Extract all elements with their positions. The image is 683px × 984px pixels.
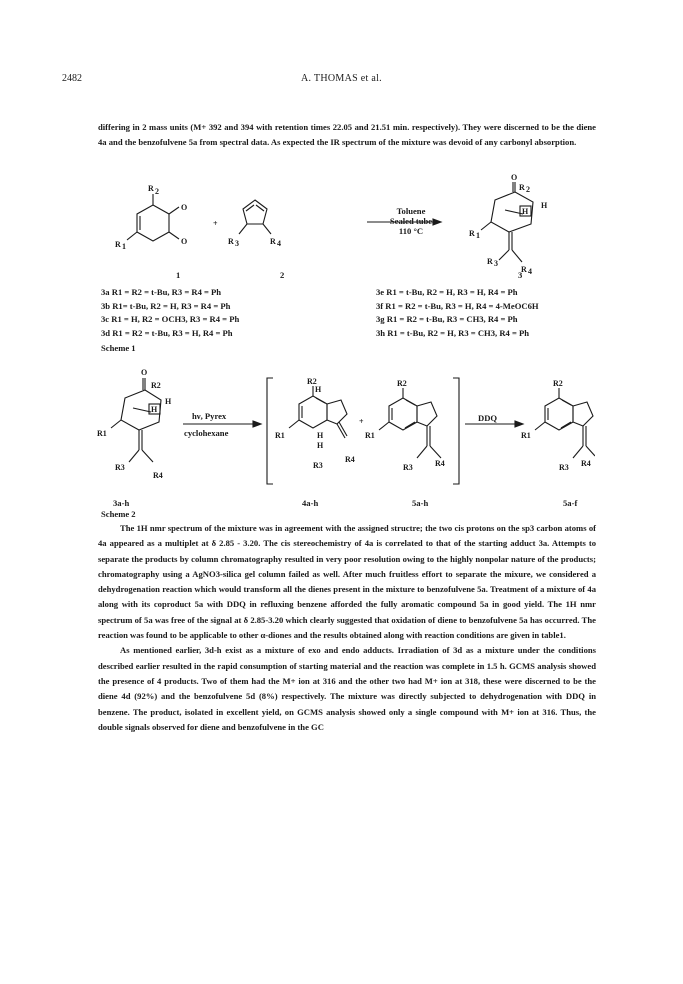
svg-text:R: R <box>270 237 276 246</box>
compound-2-structure <box>228 200 281 248</box>
svg-text:R1: R1 <box>365 431 375 440</box>
svg-text:R3: R3 <box>403 463 413 472</box>
legend-entry: 3f R1 = R2 = t-Bu, R3 = H, R4 = 4-MeOC6H <box>376 300 539 311</box>
compound-5af-structure <box>521 379 595 472</box>
legend-entry: 3e R1 = t-Bu, R2 = H, R3 = H, R4 = Ph <box>376 287 518 297</box>
svg-text:R3: R3 <box>313 461 323 470</box>
scheme-1-legend-left <box>101 286 239 340</box>
svg-text:2: 2 <box>526 185 530 194</box>
svg-text:R4: R4 <box>153 471 163 480</box>
body-paragraph-1: The 1H nmr spectrum of the mixture was in agreement with the assigned structre; the two cis protons on the sp3 carbon atoms of 4a appeared as a multiplet at δ 2.85 - 3.20. The cis stereochemistry of 4a is correlated to that of the starting adduct 3a. Attempts to separate the products by column chromatography resulted in very poor resolution owing to the highly nonpolar nature of the products; chromatography using a AgNO3-silica gel column failed as well. After much fruitless effort to separate the mixure, we considered a dehydrogenation reaction which would transform all the dienes present in the mixture to benzofulvene 5a. Treatment of a mixture of 4a along with its coproduct 5a with DDQ in refluxing benzene afforded the fully aromatic compound 5a in good yield. The 1H nmr spectrum of 5a was free of the signal at δ 2.85-3.20 which clearly suggested that oxidation of diene to benzofulvene 5a has occurred. The reaction was found to be applicable to other α-diones and the results obtained along with reaction conditions are given in table1. <box>98 523 596 641</box>
legend-entry: 3a R1 = R2 = t-Bu, R3 = R4 = Ph <box>101 287 222 297</box>
compound-label-2: 2 <box>280 270 285 280</box>
condition-temperature: 110 °C <box>398 226 424 236</box>
svg-text:O: O <box>181 237 188 246</box>
scheme-1-caption: Scheme 1 <box>101 343 136 353</box>
svg-text:R: R <box>115 240 121 249</box>
condition-solvent: Toluene <box>396 206 426 216</box>
svg-text:R2: R2 <box>397 379 407 388</box>
svg-text:H: H <box>541 201 548 210</box>
svg-text:R: R <box>228 237 234 246</box>
svg-text:R: R <box>519 183 525 192</box>
compound-5ah-structure <box>365 379 445 472</box>
svg-text:R1: R1 <box>521 431 531 440</box>
running-head: A. THOMAS et al. <box>300 73 382 84</box>
legend-entry: 3c R1 = H, R2 = OCH3, R3 = R4 = Ph <box>101 314 240 325</box>
svg-text:O: O <box>141 368 148 377</box>
svg-text:1: 1 <box>122 242 126 251</box>
svg-text:1: 1 <box>476 231 480 240</box>
scheme-1-conditions <box>376 206 446 236</box>
svg-text:R2: R2 <box>307 377 317 386</box>
svg-text:2: 2 <box>155 187 159 196</box>
compound-label-5ah: 5a-h <box>412 498 429 508</box>
compound-label-3: 3 <box>518 270 523 280</box>
svg-text:R: R <box>521 265 527 274</box>
svg-text:O: O <box>511 173 518 182</box>
svg-text:R4: R4 <box>581 459 591 468</box>
svg-text:H: H <box>151 405 158 414</box>
compound-label-3ah: 3a-h <box>113 498 130 508</box>
svg-text:R: R <box>148 184 154 193</box>
scheme-2-reagent-ddq: DDQ <box>478 413 498 423</box>
svg-text:O: O <box>181 203 188 212</box>
svg-text:3: 3 <box>235 239 239 248</box>
body-paragraph-2: As mentioned earlier, 3d-h exist as a mixture of exo and endo adducts. Irradiation of 3d as a mixture under the conditions described earlier resulted in the rapid consumption of starting material and the reaction was complete in 1.5 h. GCMS analysis showed the presence of 4 products. Two of them had the M+ ion at 316 and the other two had M+ ion at 318, these were discerned to be the diene 4d (92%) and the benzofulvene 5d (8%) respectively. The mixture was directly subjected to dehydrogenation with DDQ in benzene. The product, isolated in excellent yield, on GCMS analysis showed only a single compound with M+ ion at 316. Thus, the double signals observed for diene and benzofulvene in the GC <box>98 645 596 732</box>
svg-text:H: H <box>315 385 322 394</box>
svg-text:+: + <box>359 417 364 426</box>
compound-label-1: 1 <box>176 270 181 280</box>
svg-text:R1: R1 <box>275 431 285 440</box>
svg-text:H: H <box>165 397 172 406</box>
scheme-1-drawing <box>95 170 595 282</box>
legend-entry: 3b R1= t-Bu, R2 = H, R3 = R4 = Ph <box>101 300 231 311</box>
compound-3ah-structure <box>97 368 172 480</box>
legend-entry: 3d R1 = R2 = t-Bu, R3 = H, R4 = Ph <box>101 327 233 338</box>
compound-label-5af: 5a-f <box>563 498 578 508</box>
svg-text:R: R <box>469 229 475 238</box>
svg-text:R2: R2 <box>553 379 563 388</box>
condition-vessel: Sealed tube <box>389 216 433 226</box>
scheme-2-drawing <box>95 358 595 498</box>
svg-text:H: H <box>522 207 529 216</box>
body-text <box>98 521 596 735</box>
svg-text:4: 4 <box>528 267 532 276</box>
svg-text:R3: R3 <box>559 463 569 472</box>
svg-text:3: 3 <box>494 259 498 268</box>
svg-text:R4: R4 <box>435 459 445 468</box>
svg-text:R4: R4 <box>345 455 355 464</box>
paragraph-intro <box>98 120 596 149</box>
svg-text:4: 4 <box>277 239 281 248</box>
legend-entry: 3g R1 = R2 = t-Bu, R3 = CH3, R4 = Ph <box>376 314 518 325</box>
compound-3-structure <box>469 173 548 276</box>
legend-entry: 3h R1 = t-Bu, R2 = H, R3 = CH3, R4 = Ph <box>376 327 530 338</box>
svg-text:R: R <box>487 257 493 266</box>
svg-text:R3: R3 <box>115 463 125 472</box>
page-number: 2482 <box>62 73 82 84</box>
compound-4ah-structure <box>275 377 355 470</box>
compound-label-4ah: 4a-h <box>302 498 319 508</box>
svg-text:H: H <box>317 441 324 450</box>
svg-text:H: H <box>317 431 324 440</box>
paragraph-intro-text: differing in 2 mass units (M+ 392 and 394 with retention times 22.05 and 21.51 min. respectively). They were discerned to be the diene 4a and the benzofulvene 5a from spectral data. As expected the IR spectrum of the mixture was devoid of any carbonyl absorption. <box>98 122 596 147</box>
svg-text:R2: R2 <box>151 381 161 390</box>
compound-1-structure <box>115 184 187 251</box>
scheme-1-legend-right <box>376 286 539 340</box>
svg-text:R1: R1 <box>97 429 107 438</box>
svg-text:+: + <box>213 219 218 228</box>
scheme-2-condition-bottom: cyclohexane <box>184 428 229 438</box>
scheme-2-caption: Scheme 2 <box>101 509 136 519</box>
scheme-2-condition-top: hν, Pyrex <box>192 411 227 421</box>
